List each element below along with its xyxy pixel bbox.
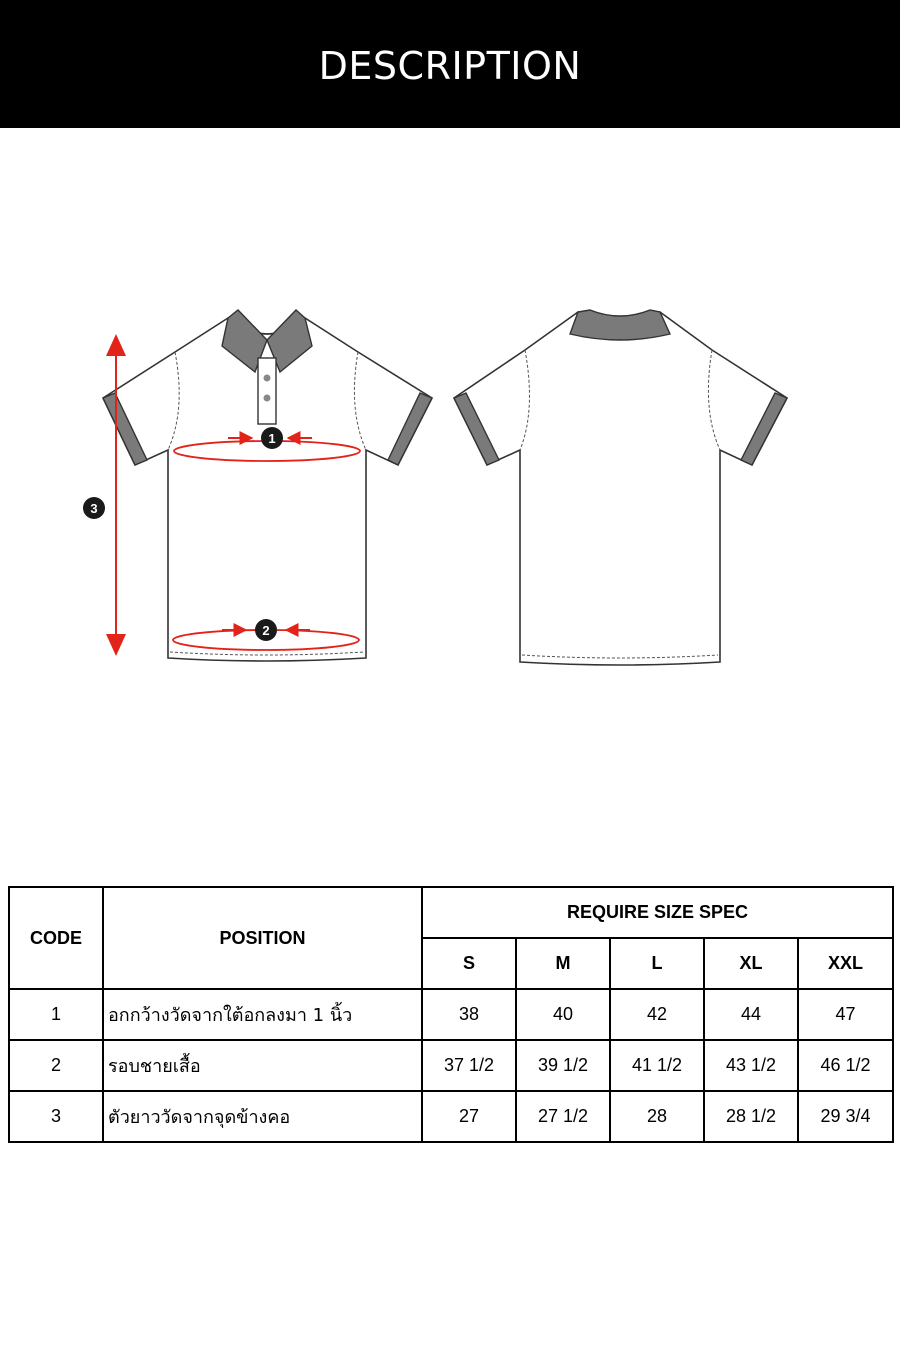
marker-2-label: 2 [262, 623, 270, 638]
marker-3-label: 3 [90, 501, 98, 516]
row-value: 27 1/2 [516, 1091, 610, 1142]
row-code: 3 [9, 1091, 103, 1142]
row-value: 28 1/2 [704, 1091, 798, 1142]
row-value: 27 [422, 1091, 516, 1142]
marker-1-label: 1 [268, 431, 276, 446]
row-value: 47 [798, 989, 893, 1040]
size-spec-table [8, 886, 894, 1143]
size-header: L [610, 938, 704, 989]
spec-header: REQUIRE SIZE SPEC [422, 887, 893, 938]
row-code: 2 [9, 1040, 103, 1091]
row-value: 38 [422, 989, 516, 1040]
button-icon [264, 375, 271, 382]
row-value: 39 1/2 [516, 1040, 610, 1091]
row-position: ตัวยาววัดจากจุดข้างคอ [103, 1091, 422, 1142]
size-header: S [422, 938, 516, 989]
row-value: 46 1/2 [798, 1040, 893, 1091]
shirt-back-collar [570, 310, 670, 340]
shirt-front [83, 310, 432, 661]
shirt-back-body [454, 312, 787, 665]
header-bar [0, 0, 900, 128]
row-value: 40 [516, 989, 610, 1040]
size-header: M [516, 938, 610, 989]
row-code: 1 [9, 989, 103, 1040]
row-position: รอบชายเสื้อ [103, 1040, 422, 1091]
page-title: DESCRIPTION [318, 44, 582, 88]
size-header: XL [704, 938, 798, 989]
row-value: 37 1/2 [422, 1040, 516, 1091]
button-icon [264, 395, 271, 402]
shirt-diagram [0, 290, 900, 690]
code-column-header: CODE [9, 887, 103, 989]
row-value: 28 [610, 1091, 704, 1142]
row-value: 29 3/4 [798, 1091, 893, 1142]
table-row [9, 989, 893, 1040]
shirt-front-placket [258, 358, 276, 424]
size-header: XXL [798, 938, 893, 989]
row-value: 43 1/2 [704, 1040, 798, 1091]
row-position: อกกว้างวัดจากใต้อกลงมา 1 นิ้ว [103, 989, 422, 1040]
table-row [9, 1040, 893, 1091]
shirt-back [454, 310, 787, 665]
position-column-header: POSITION [103, 887, 422, 989]
row-value: 41 1/2 [610, 1040, 704, 1091]
table-header-row [9, 887, 893, 938]
table-row [9, 1091, 893, 1142]
row-value: 42 [610, 989, 704, 1040]
row-value: 44 [704, 989, 798, 1040]
